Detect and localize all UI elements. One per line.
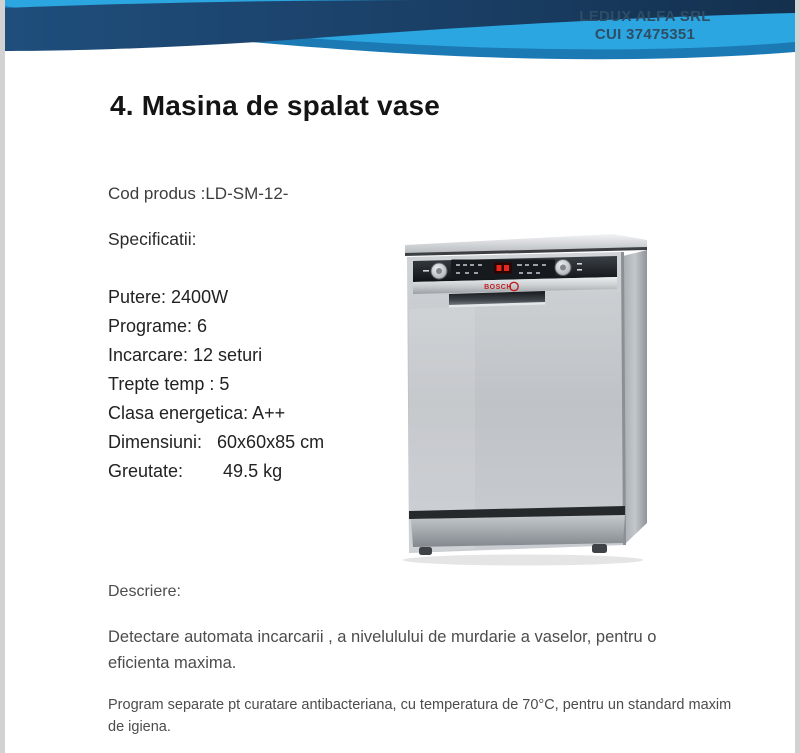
specs-list: [108, 283, 324, 486]
company-cui: CUI 37475351: [594, 26, 696, 43]
left-foot: [419, 547, 432, 555]
spec-programe: Programe: 6: [108, 316, 208, 336]
led-display: [494, 263, 512, 274]
spec-clasa-energetica: Clasa energetica: A++: [108, 403, 286, 423]
ground-shadow: [403, 555, 643, 566]
right-foot: [592, 544, 607, 553]
company-name: LEDUX ALFA SRL: [579, 8, 711, 25]
spec-trepte-temp: Trepte temp : 5: [108, 374, 230, 394]
spec-dimensiuni: Dimensiuni: 60x60x85 cm: [108, 432, 325, 452]
kick-plate: [411, 515, 625, 547]
svg-text:BOSCH: BOSCH: [484, 284, 512, 291]
description-paragraph-2: Program separate pt curatare antibacteriana, cu temperatura de 70°C, pentru un standard maxim de igiena.: [108, 697, 732, 735]
page-title: 4. Masina de spalat vase: [110, 90, 441, 121]
dishwasher-side-panel: [623, 250, 647, 544]
company-info-block: [535, 8, 755, 44]
spec-greutate: Greutate: 49.5 kg: [108, 461, 283, 481]
description-heading: Descriere:: [108, 583, 181, 600]
product-image-dishwasher: [395, 227, 657, 569]
document-page: [5, 0, 795, 753]
description-paragraph-1: Detectare automata incarcarii , a nivelulului de murdarie a vaselor, pentru o eficienta maxima.: [108, 628, 657, 672]
specs-heading: Specificatii:: [108, 229, 197, 249]
product-code: Cod produs :LD-SM-12-: [108, 184, 289, 203]
spec-putere: Putere: 2400W: [108, 287, 229, 307]
spec-incarcare: Incarcare: 12 seturi: [108, 345, 263, 365]
